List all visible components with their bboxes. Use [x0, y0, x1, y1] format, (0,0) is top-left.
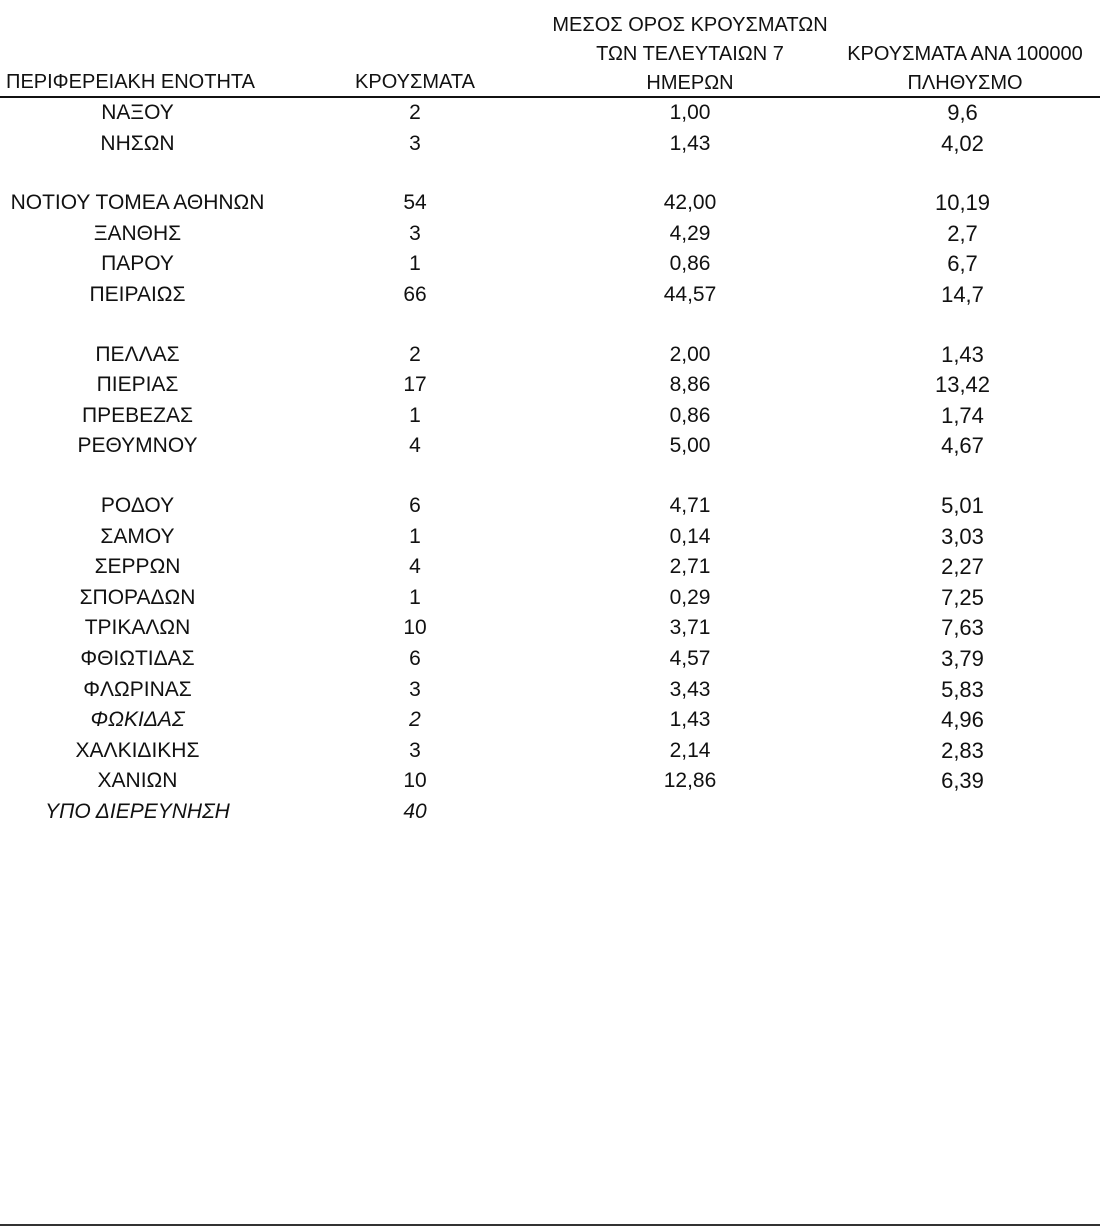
table-row — [0, 736, 1100, 767]
table-row — [0, 370, 1100, 401]
per100k-cell: 4,67 — [941, 433, 984, 459]
column-header-per-line-1: ΚΡΟΥΣΜΑΤΑ ΑΝΑ 100000 — [847, 43, 1083, 65]
avg-cell: 1,00 — [669, 101, 711, 124]
avg-cell: 8,86 — [669, 373, 711, 397]
column-header-per-line-2: ΠΛΗΘΥΣΜΟ — [907, 72, 1023, 94]
avg-cell: 44,57 — [663, 282, 717, 306]
avg-cell: 4,29 — [669, 221, 711, 245]
table-row — [0, 583, 1100, 614]
avg-cell: 2,71 — [669, 555, 711, 579]
avg-cell: 1,43 — [669, 131, 711, 155]
region-cell: ΦΛΩΡΙΝΑΣ — [83, 677, 192, 701]
cases-cell: 10 — [403, 616, 427, 640]
avg-cell: 3,43 — [669, 677, 711, 701]
table-row — [0, 675, 1100, 706]
cases-cell: 6 — [409, 646, 421, 670]
cases-cell: 3 — [409, 131, 421, 155]
table-row — [0, 280, 1100, 311]
cases-cell: 40 — [403, 799, 427, 823]
region-cell: ΝΑΞΟΥ — [101, 101, 174, 124]
cases-cell: 2 — [409, 101, 421, 124]
column-header-per-100k — [820, 40, 1100, 98]
cases-cell: 1 — [409, 252, 421, 276]
region-cell: ΥΠΟ ΔΙΕΡΕΥΝΗΣΗ — [45, 799, 230, 823]
table-row — [0, 431, 1100, 462]
region-cell: ΣΑΜΟΥ — [100, 524, 175, 548]
per100k-cell: 6,7 — [947, 251, 978, 277]
per100k-cell: 4,96 — [941, 707, 984, 733]
region-cell: ΠΕΛΛΑΣ — [95, 342, 180, 366]
table-row — [0, 522, 1100, 553]
table-row — [0, 219, 1100, 250]
table-row — [0, 401, 1100, 432]
region-cell: ΠΙΕΡΙΑΣ — [96, 373, 179, 397]
per100k-cell: 9,6 — [947, 100, 978, 125]
table-row — [0, 705, 1100, 736]
region-cell: ΠΑΡΟΥ — [101, 252, 174, 276]
region-cell: ΝΟΤΙΟΥ ΤΟΜΕΑ ΑΘΗΝΩΝ — [10, 191, 265, 215]
avg-cell: 42,00 — [663, 191, 717, 215]
column-header-cases: ΚΡΟΥΣΜΑΤΑ — [355, 71, 475, 93]
column-header-avg-line-1: ΜΕΣΟΣ ΟΡΟΣ ΚΡΟΥΣΜΑΤΩΝ — [552, 14, 828, 36]
per100k-cell: 6,39 — [941, 768, 984, 794]
column-header-avg-line-3: ΗΜΕΡΩΝ — [646, 72, 734, 94]
cases-cell: 17 — [403, 373, 427, 397]
cases-cell: 3 — [409, 221, 421, 245]
per100k-cell: 5,01 — [941, 492, 984, 518]
cases-cell: 2 — [409, 708, 421, 732]
avg-cell: 12,86 — [663, 769, 717, 793]
region-cell: ΣΠΟΡΑΔΩΝ — [79, 585, 196, 609]
avg-cell: 3,71 — [669, 616, 711, 640]
per100k-cell: 1,43 — [941, 341, 984, 367]
per100k-cell: 5,83 — [941, 676, 984, 702]
avg-cell: 1,43 — [669, 708, 711, 732]
cases-cell: 3 — [409, 738, 421, 762]
table-row — [0, 491, 1100, 522]
region-cell: ΝΗΣΩΝ — [100, 131, 175, 155]
column-header-avg-line-2: ΤΩΝ ΤΕΛΕΥΤΑΙΩΝ 7 — [596, 43, 784, 65]
region-cell: ΡΕΘΥΜΝΟΥ — [77, 434, 198, 458]
region-cell: ΠΡΕΒΕΖΑΣ — [81, 403, 193, 427]
per100k-cell: 3,03 — [941, 523, 984, 549]
avg-cell: 2,00 — [669, 342, 711, 366]
cases-cell: 6 — [409, 493, 421, 517]
per100k-cell: 2,7 — [947, 220, 978, 246]
cases-cell: 4 — [409, 434, 421, 458]
table-body — [0, 98, 1100, 827]
region-cell: ΡΟΔΟΥ — [100, 493, 175, 517]
per100k-cell: 3,79 — [941, 645, 984, 671]
table-row — [0, 98, 1100, 129]
cases-cell: 66 — [403, 282, 427, 306]
region-cell: ΣΕΡΡΩΝ — [94, 555, 181, 579]
cases-cell: 3 — [409, 677, 421, 701]
per100k-cell: 2,83 — [941, 737, 984, 763]
table-row — [0, 249, 1100, 280]
cases-cell: 4 — [409, 555, 421, 579]
cases-cell: 10 — [403, 769, 427, 793]
table-row — [0, 766, 1100, 797]
per100k-cell: 7,25 — [941, 584, 984, 610]
per100k-cell: 2,27 — [941, 554, 984, 580]
table-row — [0, 340, 1100, 371]
table-row — [0, 797, 1100, 828]
bottom-divider — [0, 1224, 1100, 1226]
avg-cell: 2,14 — [669, 738, 711, 762]
region-cell: ΦΩΚΙΔΑΣ — [90, 708, 185, 732]
table-row — [0, 644, 1100, 675]
table-row — [0, 552, 1100, 583]
per100k-cell: 10,19 — [934, 190, 991, 216]
cases-cell: 1 — [409, 524, 421, 548]
avg-cell: 0,14 — [669, 524, 711, 548]
region-cell: ΤΡΙΚΑΛΩΝ — [84, 616, 191, 640]
per100k-cell: 14,7 — [941, 281, 984, 307]
per100k-cell: 1,74 — [941, 402, 984, 428]
cases-cell: 1 — [409, 585, 421, 609]
per100k-cell: 13,42 — [934, 372, 991, 398]
avg-cell: 0,86 — [669, 252, 711, 276]
cases-cell: 1 — [409, 403, 421, 427]
per100k-cell: 4,02 — [941, 130, 984, 156]
table-row — [0, 613, 1100, 644]
avg-cell: 0,29 — [669, 585, 711, 609]
region-cell: ΧΑΝΙΩΝ — [97, 769, 178, 793]
region-cell: ΦΘΙΩΤΙΔΑΣ — [80, 646, 195, 670]
table-row — [0, 188, 1100, 219]
region-cell: ΞΑΝΘΗΣ — [93, 221, 182, 245]
region-cell: ΧΑΛΚΙΔΙΚΗΣ — [75, 738, 200, 762]
avg-cell: 0,86 — [669, 403, 711, 427]
table-row — [0, 129, 1100, 160]
avg-cell: 5,00 — [669, 434, 711, 458]
cases-cell: 54 — [403, 191, 427, 215]
per100k-cell: 7,63 — [941, 615, 984, 641]
cases-cell: 2 — [409, 342, 421, 366]
region-cell: ΠΕΙΡΑΙΩΣ — [89, 282, 186, 306]
table-header — [0, 0, 1100, 96]
avg-cell: 4,57 — [669, 646, 711, 670]
column-header-seven-day-average — [540, 11, 840, 98]
column-header-region: ΠΕΡΙΦΕΡΕΙΑΚΗ ΕΝΟΤΗΤΑ — [6, 71, 255, 93]
avg-cell: 4,71 — [669, 493, 711, 517]
